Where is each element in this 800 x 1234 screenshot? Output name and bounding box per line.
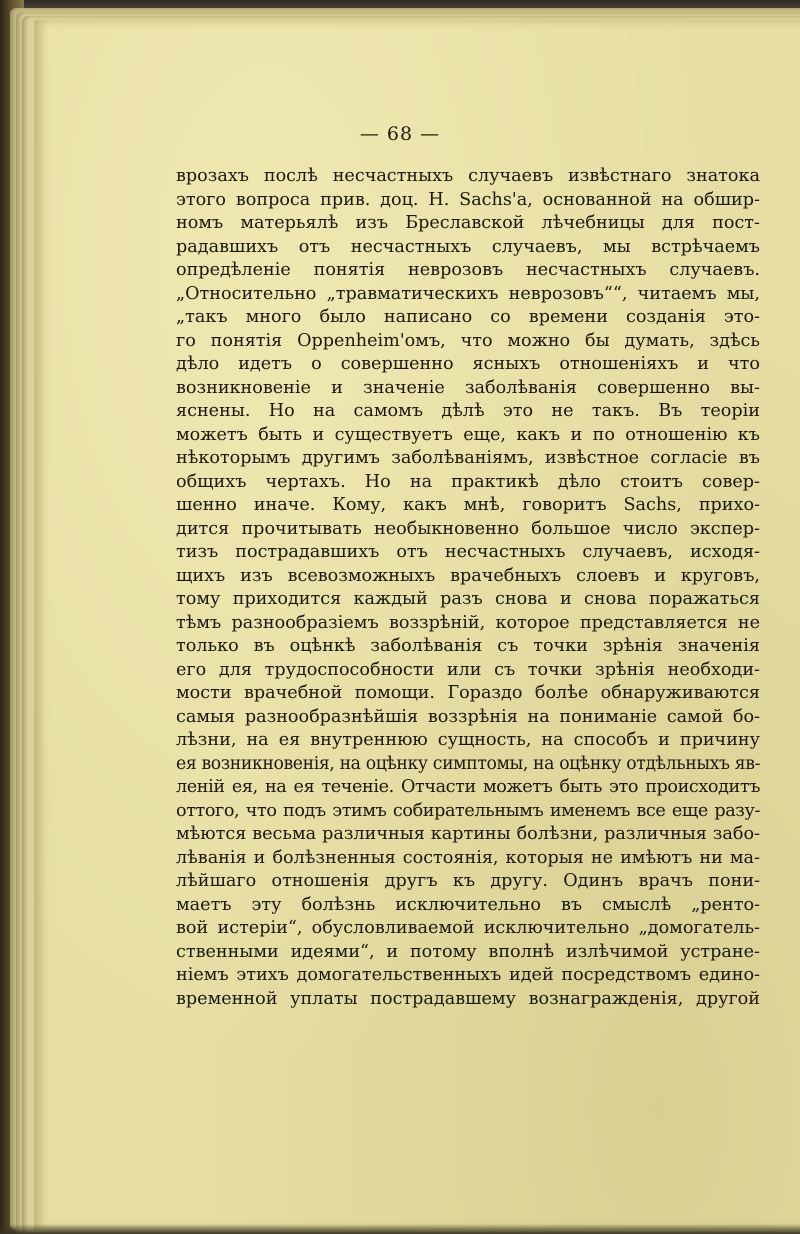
text-line: лѣзни, на ея внутреннюю сущность, на способъ и причину: [176, 730, 760, 750]
text-line: временной уплаты пострадавшему вознагражденія, другой: [176, 988, 760, 1009]
text-line: го понятія Oppenheim'омъ, что можно бы думать, здѣсь: [176, 330, 760, 351]
text-line: тизъ пострадавшихъ отъ несчастныхъ случаевъ, исходя-: [176, 542, 760, 562]
text-line: тому приходится каждый разъ снова и снова поражаться: [176, 589, 760, 609]
text-line: самыя разнообразнѣйшія воззрѣнія на пониманіе самой бо-: [176, 706, 760, 727]
text-line: можетъ быть и существуетъ еще, какъ и по отношенію къ: [176, 424, 760, 445]
text-line: ніемъ этихъ домогательственныхъ идей посредствомъ едино-: [176, 965, 760, 985]
text-line: нѣкоторымъ другимъ заболѣваніямъ, извѣстное согласіе въ: [176, 448, 760, 468]
text-line: яснены. Но на самомъ дѣлѣ это не такъ. Въ теоріи: [176, 401, 760, 421]
text-line: радавшихъ отъ несчастныхъ случаевъ, мы встрѣчаемъ: [176, 236, 760, 257]
text-line: возникновеніе и значеніе заболѣванія совершенно вы-: [176, 377, 760, 398]
text-line: общихъ чертахъ. Но на практикѣ дѣло стоитъ совер-: [176, 471, 760, 492]
text-line: „такъ много было написано со времени созданія это-: [176, 307, 760, 327]
text-line: щихъ изъ всевозможныхъ врачебныхъ слоевъ и круговъ,: [176, 565, 760, 586]
text-line: „Относительно „травматическихъ неврозовъ““, читаемъ мы,: [176, 283, 760, 304]
text-line: мости врачебной помощи. Гораздо болѣе обнаруживаются: [176, 683, 760, 703]
text-line: его для трудоспособности или съ точки зрѣнія необходи-: [176, 659, 760, 680]
text-line: опредѣленіе понятія неврозовъ несчастныхъ случаевъ.: [176, 260, 760, 280]
text-line: лѣванія и болѣзненныя состоянія, которыя не имѣютъ ни ма-: [176, 847, 760, 868]
text-line: тѣмъ разнообразіемъ воззрѣній, которое представляется не: [176, 612, 760, 633]
text-line: ея возникновенія, на оцѣнку симптомы, на оцѣнку отдѣльныхъ яв-: [176, 753, 760, 774]
text-line: номъ матерьялѣ изъ Бреславской лѣчебницы для пост-: [176, 213, 760, 233]
text-line: дится прочитывать необыкновенно большое число экспер-: [176, 518, 760, 539]
text-line: мѣются весьма различныя картины болѣзни, различныя забо-: [176, 824, 760, 844]
page-number: — 68 —: [359, 123, 441, 145]
text-line: леній ея, на ея теченіе. Отчасти можетъ быть это происходитъ: [176, 777, 760, 797]
text-line: врозахъ послѣ несчастныхъ случаевъ извѣстнаго знатока: [176, 166, 760, 186]
text-line: этого вопроса прив. доц. Н. Sachs'а, основанной на обшир-: [176, 189, 760, 210]
text-line: дѣло идетъ о совершенно ясныхъ отношеніяхъ и что: [176, 354, 760, 374]
scanner-bottom-edge: [0, 1224, 800, 1234]
text-line: ственными идеями“, и потому вполнѣ излѣчимой устране-: [176, 941, 760, 962]
text-line: только въ оцѣнкѣ заболѣванія съ точки зрѣнія значенія: [176, 636, 760, 656]
text-line: маетъ эту болѣзнь исключительно въ смыслѣ „ренто-: [176, 894, 760, 915]
body-text: [176, 165, 760, 1011]
text-line: лѣйшаго отношенія другъ къ другу. Одинъ врачъ пони-: [176, 871, 760, 891]
text-line: оттого, что подъ этимъ собирательнымъ именемъ все еще разу-: [176, 800, 760, 821]
text-line: шенно иначе. Кому, какъ мнѣ, говоритъ Sachs, прихо-: [176, 495, 760, 515]
text-line: вой истеріи“, обусловливаемой исключительно „домогатель-: [176, 918, 760, 938]
